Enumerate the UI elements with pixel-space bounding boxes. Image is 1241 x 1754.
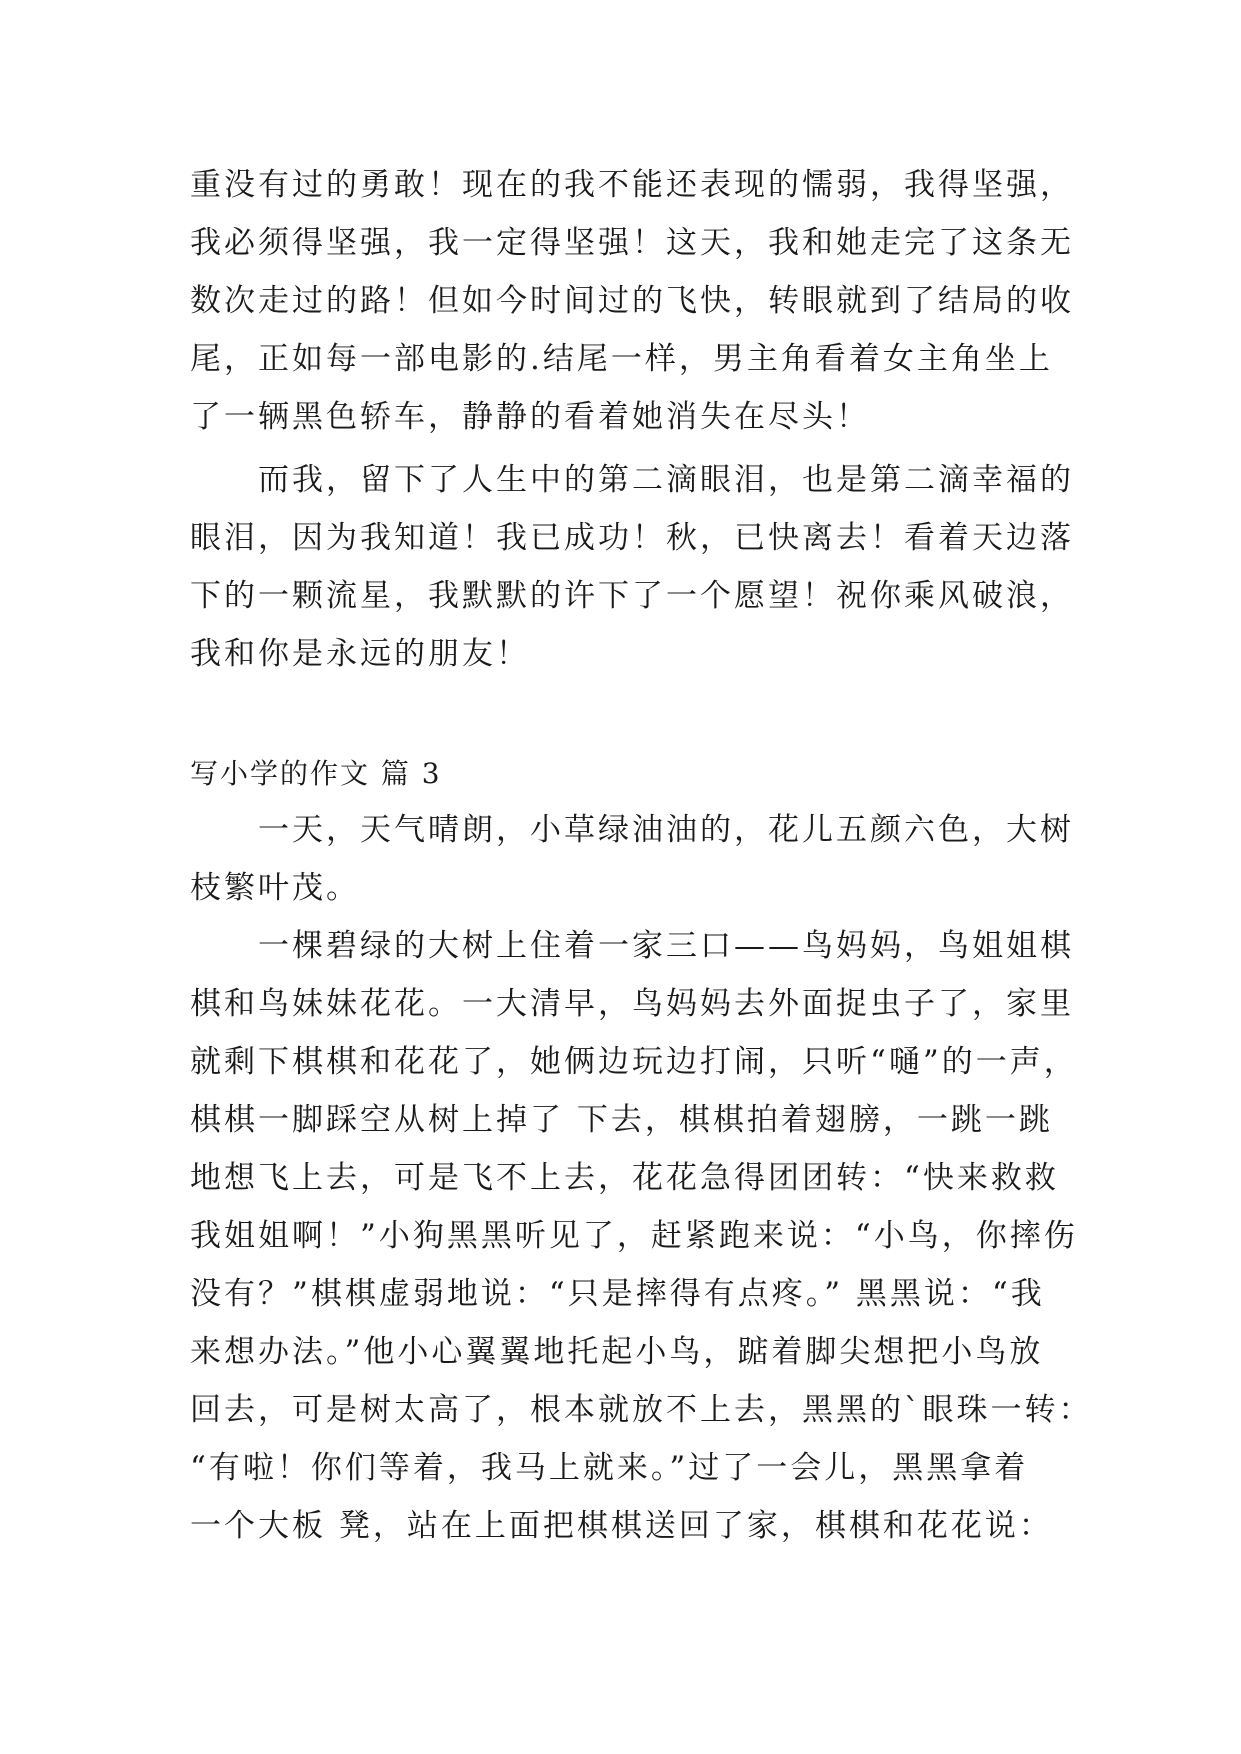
text-line: 我和你是永远的朋友！ bbox=[190, 636, 530, 672]
paragraph-2 bbox=[190, 451, 1090, 683]
text-line: “有啦！你们等着，我马上就来。”过了一会儿，黑黑拿着 bbox=[190, 1450, 1029, 1486]
text-line: 我姐姐啊！”小狗黑黑听见了，赶紧跑来说：“小鸟，你摔伤 bbox=[190, 1218, 1078, 1254]
paragraph-3 bbox=[190, 801, 1090, 917]
text-line: 棋棋一脚踩空从树上掉了 下去，棋棋拍着翅膀，一跳一跳 bbox=[190, 1102, 1053, 1138]
text-line: 没有？”棋棋虚弱地说：“只是摔得有点疼。” 黑黑说：“我 bbox=[190, 1276, 1045, 1312]
text-line: 一天，天气晴朗，小草绿油油的，花儿五颜六色，大树 bbox=[258, 812, 1074, 848]
text-line: 重没有过的勇敢！现在的我不能还表现的懦弱，我得坚强， bbox=[190, 167, 1074, 203]
text-line: 眼泪，因为我知道！我已成功！秋，已快离去！看着天边落 bbox=[190, 520, 1074, 556]
text-line: 一个大板 凳，站在上面把棋棋送回了家，棋棋和花花说： bbox=[190, 1508, 1053, 1544]
section-heading: 写小学的作文 篇 3 bbox=[190, 757, 442, 790]
text-line: 就剩下棋棋和花花了，她俩边玩边打闹，只听“嗵”的一声， bbox=[190, 1044, 1078, 1080]
text-line: 来想办法。”他小心翼翼地托起小鸟，踮着脚尖想把小鸟放 bbox=[190, 1334, 1044, 1370]
text-line: 下的一颗流星，我默默的许下了一个愿望！祝你乘风破浪， bbox=[190, 578, 1074, 614]
text-line: 回去，可是树太高了，根本就放不上去，黑黑的`眼珠一转： bbox=[190, 1392, 1093, 1428]
paragraph-1 bbox=[190, 156, 1090, 446]
text-line: 了一辆黑色轿车，静静的看着她消失在尽头！ bbox=[190, 399, 870, 435]
text-line: 尾，正如每一部电影的.结尾一样，男主角看着女主角坐上 bbox=[190, 341, 1053, 377]
paragraph-4 bbox=[190, 917, 1093, 1555]
text-line: 枝繁叶茂。 bbox=[190, 870, 360, 906]
text-line: 棋和鸟妹妹花花。一大清早，鸟妈妈去外面捉虫子了，家里 bbox=[190, 986, 1074, 1022]
text-line: 数次走过的路！但如今时间过的飞快，转眼就到了结局的收 bbox=[190, 283, 1074, 319]
text-line: 一棵碧绿的大树上住着一家三口——鸟妈妈，鸟姐姐棋 bbox=[258, 928, 1074, 964]
text-line: 地想飞上去，可是飞不上去，花花急得团团转：“快来救救 bbox=[190, 1160, 1059, 1196]
text-line: 我必须得坚强，我一定得坚强！这天，我和她走完了这条无 bbox=[190, 225, 1074, 261]
text-line: 而我，留下了人生中的第二滴眼泪，也是第二滴幸福的 bbox=[258, 462, 1074, 498]
